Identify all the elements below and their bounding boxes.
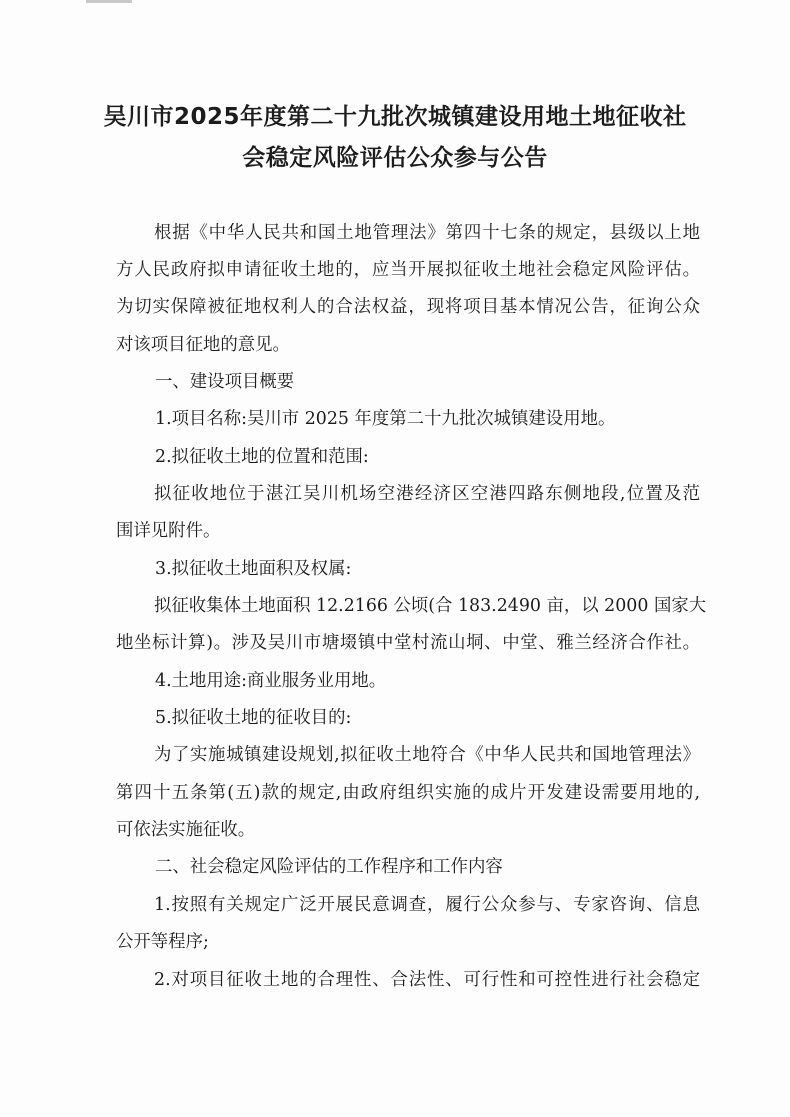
text-line: 3.拟征收土地面积及权属: xyxy=(155,559,352,579)
text-line: 可依法实施征收。 xyxy=(116,820,256,840)
text-line: 公开等程序; xyxy=(116,932,209,952)
title-line-2: 会稳定风险评估公众参与公告 xyxy=(242,145,548,171)
text-line: 对该项目征地的意见。 xyxy=(116,335,290,355)
text-line: 为了实施城镇建设规划,拟征收土地符合《中华人民共和国地管理法》 xyxy=(154,745,700,765)
text-line: 为切实保障被征地权利人的合法权益，现将项目基本情况公告，征询公众 xyxy=(116,297,700,317)
text-line: 2.对项目征收土地的合理性、合法性、可行性和可控性进行社会稳定 xyxy=(154,970,700,990)
text-line: 围详见附件。 xyxy=(116,521,221,541)
text-line: 第四十五条第(五)款的规定,由政府组织实施的成片开发建设需要用地的, xyxy=(116,783,700,803)
text-line: 4.土地用途:商业服务业用地。 xyxy=(155,671,387,691)
text-line: 根据《中华人民共和国土地管理法》第四十七条的规定，县级以上地 xyxy=(154,223,700,243)
section-heading: 二、社会稳定风险评估的工作程序和工作内容 xyxy=(155,857,503,877)
scan-artifact xyxy=(86,0,132,3)
text-line: 2.拟征收土地的位置和范围: xyxy=(155,447,369,467)
text-line: 拟征收集体土地面积 12.2166 公顷(合 183.2490 亩，以 2000 国家大 xyxy=(154,596,707,616)
text-line: 拟征收地位于湛江吴川机场空港经济区空港四路东侧地段,位置及范 xyxy=(154,484,700,504)
title-line-1: 吴川市2025年度第二十九批次城镇建设用地土地征收社 xyxy=(103,104,687,130)
text-line: 5.拟征收土地的征收目的: xyxy=(155,708,352,728)
text-line: 1.按照有关规定广泛开展民意调查，履行公众参与、专家咨询、信息 xyxy=(154,895,700,915)
text-line: 方人民政府拟申请征收土地的，应当开展拟征收土地社会稳定风险评估。 xyxy=(116,260,700,280)
section-heading: 一、建设项目概要 xyxy=(155,372,295,392)
text-line: 地坐标计算)。涉及吴川市塘㙍镇中堂村流山垌、中堂、雅兰经济合作社。 xyxy=(116,633,700,653)
text-line: 1.项目名称:吴川市 2025 年度第二十九批次城镇建设用地。 xyxy=(155,409,616,429)
